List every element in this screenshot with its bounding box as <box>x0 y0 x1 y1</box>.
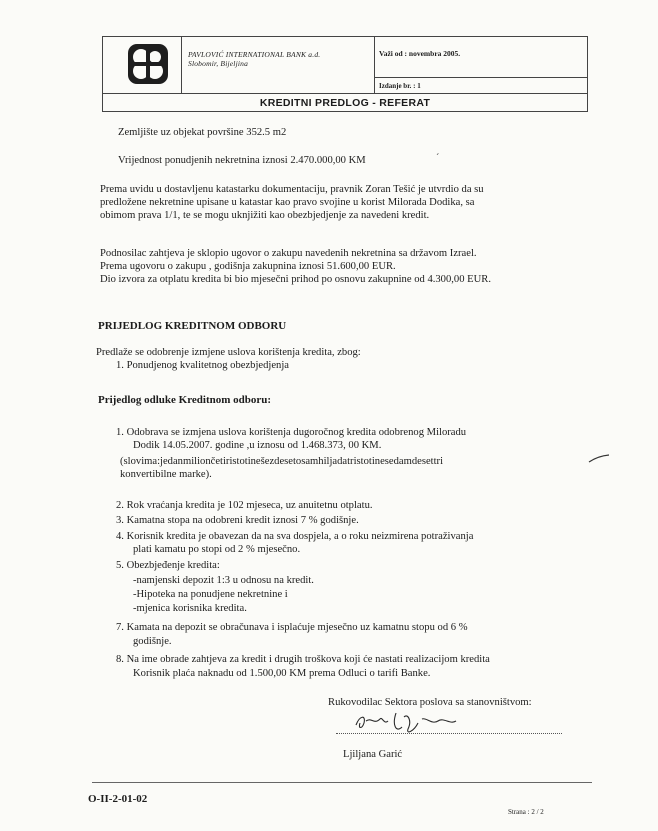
decision-item-3: 3. Kamatna stopa na odobreni kredit iznosi 7 % godišnje. <box>116 515 359 526</box>
signature-line <box>336 733 562 734</box>
decision-item-2: 2. Rok vraćanja kredita je 102 mjeseca, uz anuitetnu otplatu. <box>116 500 373 511</box>
header-divider <box>375 77 587 78</box>
page-number: Strana : 2 / 2 <box>508 808 544 816</box>
stray-mark: ˊ <box>436 153 440 164</box>
decision-item-1-line-1: 1. Odobrava se izmjena uslova korištenja dugoročnog kredita odobrenog Miloradu <box>116 427 467 438</box>
property-value-line: Vrijednost ponudjenih nekretnina iznosi 2.470.000,00 KM <box>118 155 366 166</box>
proposal-heading: PRIJEDLOG KREDITNOM ODBORU <box>98 320 287 332</box>
inspection-line-2: predložene nekretnine upisane u katastar kao pravo svojine u korist Milorada Dodika, sa <box>100 197 475 208</box>
inspection-line-1: Prema uvidu u dostavljenu katastarku dokumentaciju, pravnik Zoran Tešić je utvrdio da su <box>100 184 484 195</box>
decision-item-8-line-1: 8. Na ime obrade zahtjeva za kredit i drugih troškova koji će nastati realizacijom kredita <box>116 654 490 665</box>
decision-item-1-line-4: konvertibilne marke). <box>120 469 212 480</box>
signatory-title: Rukovodilac Sektora poslova sa stanovništvom: <box>328 697 532 708</box>
decision-item-7-line-2: godišnje. <box>133 636 172 647</box>
bank-name-line1: PAVLOVIĆ INTERNATIONAL BANK a.d. <box>188 50 321 59</box>
decision-item-5-line-3: -Hipoteka na ponudjene nekretnine i <box>133 589 288 600</box>
lease-line-3: Dio izvora za otplatu kredita bi bio mjesečni prihod po osnovu zakupnine od 4.300,00 EUR. <box>100 274 492 285</box>
bank-name-cell <box>182 37 375 93</box>
margin-tick-mark <box>588 454 610 464</box>
decision-item-8-line-2: Korisnik plaća naknadu od 1.500,00 KM prema Odluci o tarifi Banke. <box>133 668 431 679</box>
document-header <box>102 36 588 112</box>
bank-name-line2: Slobomir, Bijeljina <box>188 59 249 68</box>
document-code: O-II-2-01-02 <box>88 793 148 805</box>
decision-item-7-line-1: 7. Kamata na depozit se obračunava i isplaćuje mjesečno uz kamatnu stopu od 6 % <box>116 622 468 633</box>
bank-name <box>188 50 320 68</box>
decision-item-5-line-2: -namjenski depozit 1:3 u odnosu na kredit. <box>133 575 314 586</box>
inspection-line-3: obimom prava 1/1, te se mogu uknjižiti kao obezbjedjenje za navedeni kredit. <box>100 210 430 221</box>
document-title: KREDITNI PREDLOG - REFERAT <box>103 93 587 112</box>
decision-item-5-line-4: -mjenica korisnika kredita. <box>133 603 247 614</box>
handwritten-signature <box>352 707 460 741</box>
logo-cell <box>103 37 182 93</box>
decision-item-1-line-3: (slovima:jedanmiliončetiristotinešezdesetosamhiljadatristotinesedamdesettri <box>120 456 444 467</box>
lease-line-2: Prema ugovoru o zakupu , godišnja zakupnina iznosi 51.600,00 EUR. <box>100 261 396 272</box>
edition-number: Izdanje br. : 1 <box>379 82 421 90</box>
valid-from: Važi od : novembra 2005. <box>379 49 461 58</box>
decision-item-1-line-2: Dodik 14.05.2007. godine ,u iznosu od 1.468.373, 00 KM. <box>133 440 382 451</box>
land-area-line: Zemljište uz objekat površine 352.5 m2 <box>118 127 287 138</box>
decision-item-4-line-1: 4. Korisnik kredita je obavezan da na sva dospjela, a o roku neizmirena potraživanja <box>116 531 474 542</box>
decision-item-4-line-2: plati kamatu po stopi od 2 % mjesečno. <box>133 544 301 555</box>
footer-divider <box>92 782 592 783</box>
proposal-reason: 1. Ponudjenog kvalitetnog obezbjedjenja <box>116 360 289 371</box>
decision-heading: Prijedlog odluke Kreditnom odboru: <box>98 394 272 406</box>
proposal-intro: Predlaže se odobrenje izmjene uslova korištenja kredita, zbog: <box>96 347 361 358</box>
signatory-name: Ljiljana Garić <box>343 749 403 760</box>
lease-line-1: Podnosilac zahtjeva je sklopio ugovor o zakupu navedenih nekretnina sa državom Izrael. <box>100 248 477 259</box>
validity-cell <box>375 37 587 93</box>
decision-item-5-line-1: 5. Obezbjeđenje kredita: <box>116 560 220 571</box>
bank-logo <box>127 43 169 85</box>
